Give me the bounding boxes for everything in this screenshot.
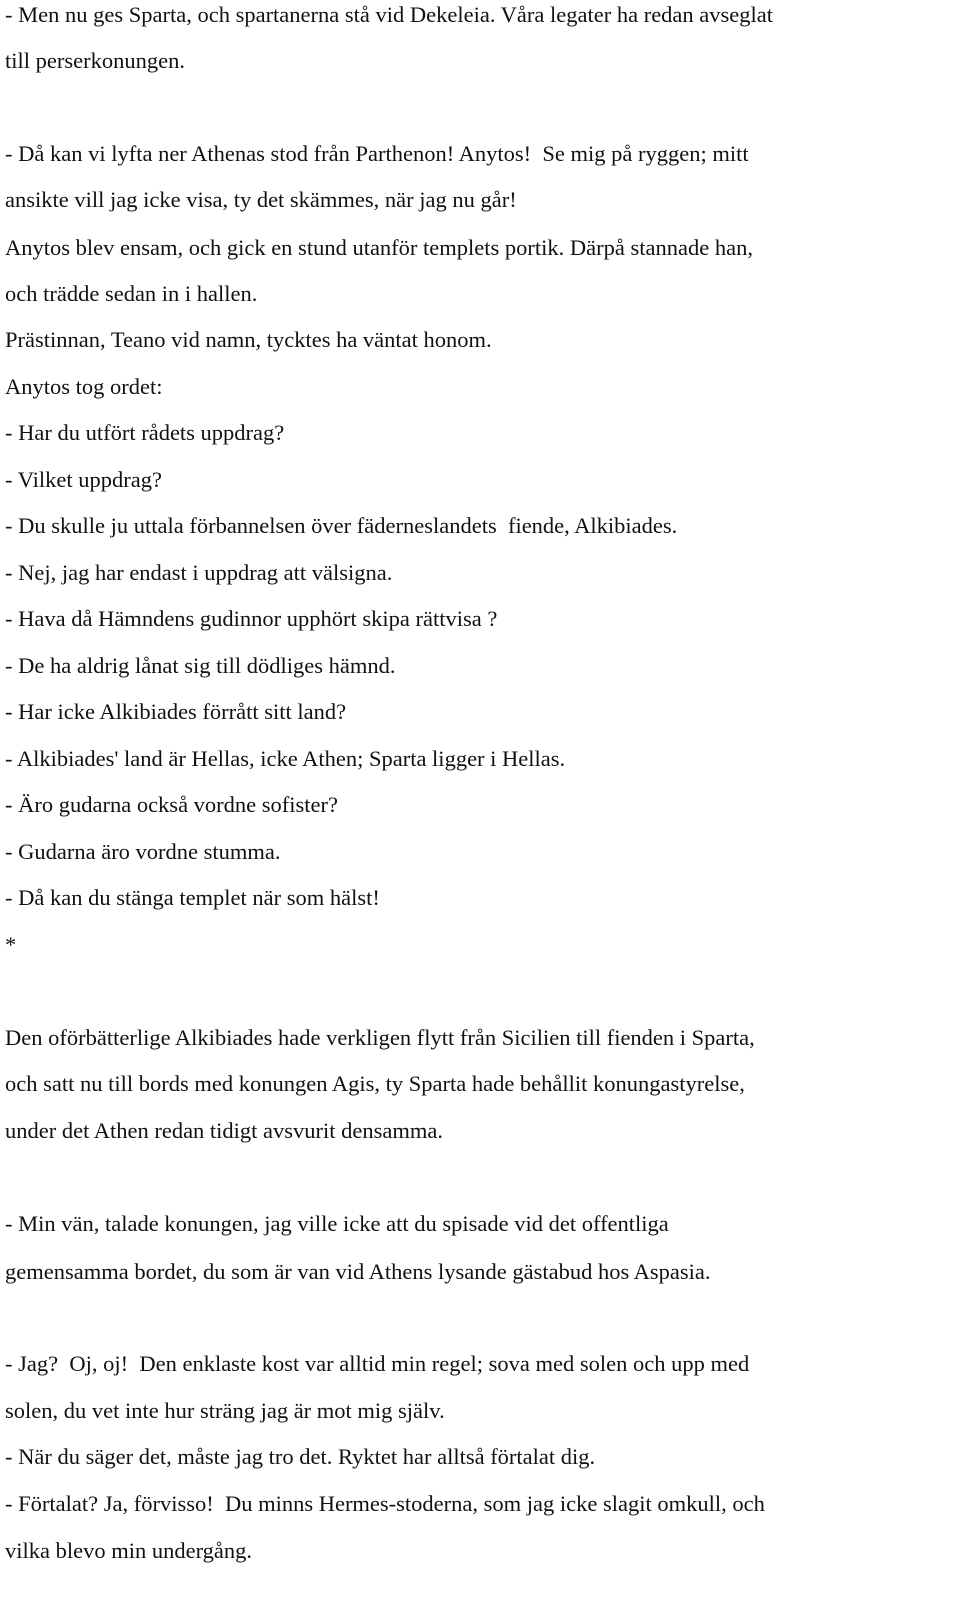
text-line: ansikte vill jag icke visa, ty det skämmes, när jag nu går! <box>5 187 517 212</box>
text-line: - Har du utfört rådets uppdrag? <box>5 420 285 445</box>
text-line: - Förtalat? Ja, förvisso! Du minns Hermes-stoderna, som jag icke slagit omkull, och <box>5 1491 765 1516</box>
text-line: under det Athen redan tidigt avsvurit densamma. <box>5 1118 444 1143</box>
text-line: - Alkibiades' land är Hellas, icke Athen; Sparta ligger i Hellas. <box>5 746 566 771</box>
text-line: - Men nu ges Sparta, och spartanerna stå vid Dekeleia. Våra legater ha redan avseglat <box>5 2 774 27</box>
text-line: gemensamma bordet, du som är van vid Athens lysande gästabud hos Aspasia. <box>5 1259 711 1284</box>
text-line: solen, du vet inte hur sträng jag är mot mig själv. <box>5 1398 445 1423</box>
text-line: Den oförbätterlige Alkibiades hade verkligen flytt från Sicilien till fienden i Sparta, <box>5 1025 755 1050</box>
text-line: vilka blevo min undergång. <box>5 1538 253 1563</box>
text-line: Anytos tog ordet: <box>5 374 163 399</box>
text-line: - Har icke Alkibiades förrått sitt land? <box>5 699 347 724</box>
text-line: - De ha aldrig lånat sig till dödliges hämnd. <box>5 653 396 678</box>
text-line: - När du säger det, måste jag tro det. Ryktet har alltså förtalat dig. <box>5 1444 596 1469</box>
text-line: och satt nu till bords med konungen Agis, ty Sparta hade behållit konungastyrelse, <box>5 1071 745 1096</box>
text-line: - Min vän, talade konungen, jag ville icke att du spisade vid det offentliga <box>5 1211 669 1236</box>
text-line: - Äro gudarna också vordne sofister? <box>5 792 339 817</box>
text-line: - Då kan vi lyfta ner Athenas stod från Parthenon! Anytos! Se mig på ryggen; mitt <box>5 141 749 166</box>
text-line: - Hava då Hämndens gudinnor upphört skipa rättvisa ? <box>5 606 498 631</box>
text-line: - Då kan du stänga templet när som hälst! <box>5 885 380 910</box>
text-line: - Vilket uppdrag? <box>5 467 162 492</box>
text-line: Anytos blev ensam, och gick en stund utanför templets portik. Därpå stannade han, <box>5 235 753 260</box>
section-separator: * <box>5 932 17 957</box>
text-line: - Du skulle ju uttala förbannelsen över fäderneslandets fiende, Alkibiades. <box>5 513 678 538</box>
text-line: - Jag? Oj, oj! Den enklaste kost var alltid min regel; sova med solen och upp med <box>5 1351 750 1376</box>
text-line: - Nej, jag har endast i uppdrag att välsigna. <box>5 560 393 585</box>
text-line: till perserkonungen. <box>5 48 185 73</box>
text-line: Prästinnan, Teano vid namn, tycktes ha väntat honom. <box>5 327 492 352</box>
text-line: och trädde sedan in i hallen. <box>5 281 258 306</box>
text-line: - Gudarna äro vordne stumma. <box>5 839 281 864</box>
